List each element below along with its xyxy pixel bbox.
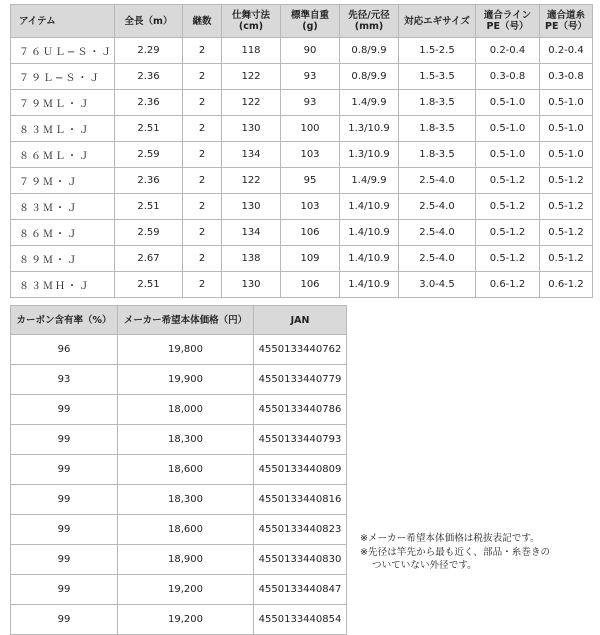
price-cell: 99 [11, 545, 118, 575]
spec-cell: 106 [281, 220, 340, 246]
note-tax: ※メーカー希望本体価格は税抜表記です。 [360, 533, 540, 544]
spec-header-cell: 仕舞寸法 (cm) [222, 5, 281, 38]
spec-header-cell: 継数 [183, 5, 222, 38]
spec-cell: 2 [183, 220, 222, 246]
spec-cell: 0.5-1.0 [540, 90, 593, 116]
spec-cell: 0.5-1.0 [476, 116, 540, 142]
spec-row [11, 90, 593, 116]
spec-cell: 130 [222, 194, 281, 220]
price-cell: 19,900 [118, 365, 254, 395]
price-cell: 4550133440847 [254, 575, 347, 605]
price-cell: 99 [11, 425, 118, 455]
spec-cell: 0.5-1.2 [476, 194, 540, 220]
spec-cell: 0.5-1.0 [476, 142, 540, 168]
spec-cell: 3.0-4.5 [399, 272, 476, 298]
spec-cell: 1.3/10.9 [340, 142, 399, 168]
price-row [11, 365, 347, 395]
spec-cell: 2.67 [115, 246, 183, 272]
spec-cell: 118 [222, 38, 281, 64]
price-cell: 18,600 [118, 455, 254, 485]
price-header-cell: JAN [254, 306, 347, 335]
spec-cell: 2.36 [115, 168, 183, 194]
price-cell: 4550133440779 [254, 365, 347, 395]
spec-cell: 130 [222, 272, 281, 298]
spec-cell: 2 [183, 90, 222, 116]
price-cell: 4550133440823 [254, 515, 347, 545]
spec-cell: 134 [222, 142, 281, 168]
price-header-row [11, 306, 347, 335]
spec-cell: ８３Ｍ・Ｊ [11, 194, 115, 220]
spec-cell: 0.6-1.2 [540, 272, 593, 298]
price-cell: 93 [11, 365, 118, 395]
spec-header-cell: 適合ライン PE（号） [476, 5, 540, 38]
spec-cell: 2.5-4.0 [399, 220, 476, 246]
spec-header-cell: アイテム [11, 5, 115, 38]
spec-cell: 2.51 [115, 272, 183, 298]
spec-row [11, 116, 593, 142]
spec-cell: 2 [183, 168, 222, 194]
price-cell: 99 [11, 455, 118, 485]
price-cell: 19,800 [118, 335, 254, 365]
price-cell: 99 [11, 395, 118, 425]
spec-row [11, 220, 593, 246]
note-tip-diameter: ※先径は竿先から最も近く、部品・糸巻きの [360, 546, 551, 558]
spec-header-cell: 先径/元径 (mm) [340, 5, 399, 38]
spec-cell: 2 [183, 246, 222, 272]
price-row [11, 515, 347, 545]
price-header-cell: カーボン含有率（%） [11, 306, 118, 335]
spec-cell: 1.4/9.9 [340, 90, 399, 116]
spec-cell: 0.6-1.2 [476, 272, 540, 298]
spec-cell: 0.2-0.4 [540, 38, 593, 64]
price-cell: 18,300 [118, 425, 254, 455]
spec-cell: 1.4/10.9 [340, 272, 399, 298]
spec-row [11, 246, 593, 272]
spec-cell: 134 [222, 220, 281, 246]
spec-cell: 0.5-1.0 [540, 142, 593, 168]
spec-cell: 0.8/9.9 [340, 38, 399, 64]
spec-row [11, 64, 593, 90]
spec-cell: 0.5-1.2 [540, 194, 593, 220]
spec-cell: 0.5-1.2 [540, 168, 593, 194]
price-cell: 18,000 [118, 395, 254, 425]
spec-cell: 2 [183, 38, 222, 64]
spec-header-cell: 対応エギサイズ [399, 5, 476, 38]
price-cell: 19,200 [118, 575, 254, 605]
spec-cell: 1.5-3.5 [399, 64, 476, 90]
spec-cell: 122 [222, 64, 281, 90]
spec-cell: ７９Ｌ−Ｓ・Ｊ [11, 64, 115, 90]
spec-cell: 0.8/9.9 [340, 64, 399, 90]
spec-cell: 90 [281, 38, 340, 64]
price-cell: 4550133440762 [254, 335, 347, 365]
spec-cell: 1.8-3.5 [399, 90, 476, 116]
price-cell: 18,900 [118, 545, 254, 575]
price-cell: 4550133440786 [254, 395, 347, 425]
spec-header-cell: 全長（m） [115, 5, 183, 38]
spec-cell: 2.59 [115, 142, 183, 168]
price-cell: 4550133440793 [254, 425, 347, 455]
spec-cell: 0.5-1.2 [540, 246, 593, 272]
spec-cell: 1.4/9.9 [340, 168, 399, 194]
spec-cell: ８３ＭＨ・Ｊ [11, 272, 115, 298]
spec-cell: 2.5-4.0 [399, 194, 476, 220]
spec-cell: 0.5-1.0 [476, 90, 540, 116]
spec-cell: 0.5-1.2 [476, 168, 540, 194]
spec-row [11, 38, 593, 64]
price-cell: 99 [11, 515, 118, 545]
spec-cell: 0.5-1.2 [476, 220, 540, 246]
price-cell: 99 [11, 485, 118, 515]
price-cell: 19,200 [118, 605, 254, 635]
price-cell: 4550133440816 [254, 485, 347, 515]
footnotes [360, 532, 596, 573]
spec-cell: 103 [281, 194, 340, 220]
spec-header-row [11, 5, 593, 38]
spec-cell: 0.5-1.2 [476, 246, 540, 272]
spec-cell: ７６ＵＬ−Ｓ・Ｊ [11, 38, 115, 64]
spec-cell: ８６ＭＬ・Ｊ [11, 142, 115, 168]
price-row [11, 455, 347, 485]
spec-cell: 130 [222, 116, 281, 142]
spec-cell: 2.29 [115, 38, 183, 64]
price-row [11, 485, 347, 515]
spec-cell: 2 [183, 142, 222, 168]
spec-cell: ８３ＭＬ・Ｊ [11, 116, 115, 142]
spec-cell: 109 [281, 246, 340, 272]
spec-cell: 0.5-1.2 [540, 220, 593, 246]
spec-cell: 1.8-3.5 [399, 116, 476, 142]
spec-row [11, 142, 593, 168]
price-cell: 18,300 [118, 485, 254, 515]
spec-cell: 0.5-1.0 [540, 116, 593, 142]
spec-header-cell: 適合道糸 PE（号） [540, 5, 593, 38]
spec-cell: 1.4/10.9 [340, 220, 399, 246]
spec-cell: 93 [281, 90, 340, 116]
spec-cell: 122 [222, 90, 281, 116]
spec-cell: 93 [281, 64, 340, 90]
spec-cell: 95 [281, 168, 340, 194]
price-cell: 4550133440809 [254, 455, 347, 485]
price-row [11, 425, 347, 455]
spec-cell: 100 [281, 116, 340, 142]
spec-cell: ８６Ｍ・Ｊ [11, 220, 115, 246]
spec-cell: 2.51 [115, 194, 183, 220]
price-cell: 96 [11, 335, 118, 365]
spec-cell: 0.2-0.4 [476, 38, 540, 64]
spec-cell: 2 [183, 272, 222, 298]
spec-cell: 103 [281, 142, 340, 168]
spec-cell: 138 [222, 246, 281, 272]
price-cell: 4550133440830 [254, 545, 347, 575]
spec-table [10, 4, 593, 298]
price-row [11, 545, 347, 575]
spec-cell: 2 [183, 194, 222, 220]
spec-cell: 0.3-0.8 [476, 64, 540, 90]
spec-cell: 2.36 [115, 90, 183, 116]
spec-cell: 1.8-3.5 [399, 142, 476, 168]
spec-cell: 2.5-4.0 [399, 168, 476, 194]
spec-row [11, 194, 593, 220]
spec-cell: 2.5-4.0 [399, 246, 476, 272]
spec-cell: 106 [281, 272, 340, 298]
spec-cell: ７９Ｍ・Ｊ [11, 168, 115, 194]
spec-cell: 2.51 [115, 116, 183, 142]
spec-cell: 2.36 [115, 64, 183, 90]
spec-cell: 122 [222, 168, 281, 194]
price-row [11, 335, 347, 365]
price-row [11, 605, 347, 635]
spec-row [11, 168, 593, 194]
price-cell: 18,600 [118, 515, 254, 545]
spec-cell: 2 [183, 64, 222, 90]
price-header-cell: メーカー希望本体価格（円） [118, 306, 254, 335]
note-tip-diameter-cont: ついていない外径です。 [372, 560, 477, 571]
spec-cell: ８９Ｍ・Ｊ [11, 246, 115, 272]
price-cell: 99 [11, 575, 118, 605]
spec-cell: ７９ＭＬ・Ｊ [11, 90, 115, 116]
price-cell: 4550133440854 [254, 605, 347, 635]
spec-cell: 2 [183, 116, 222, 142]
price-row [11, 395, 347, 425]
spec-cell: 1.5-2.5 [399, 38, 476, 64]
spec-header-cell: 標準自重 (g) [281, 5, 340, 38]
price-table [10, 305, 347, 635]
spec-cell: 1.4/10.9 [340, 194, 399, 220]
spec-row [11, 272, 593, 298]
spec-cell: 1.3/10.9 [340, 116, 399, 142]
price-cell: 99 [11, 605, 118, 635]
spec-cell: 0.3-0.8 [540, 64, 593, 90]
spec-cell: 2.59 [115, 220, 183, 246]
price-row [11, 575, 347, 605]
spec-cell: 1.4/10.9 [340, 246, 399, 272]
